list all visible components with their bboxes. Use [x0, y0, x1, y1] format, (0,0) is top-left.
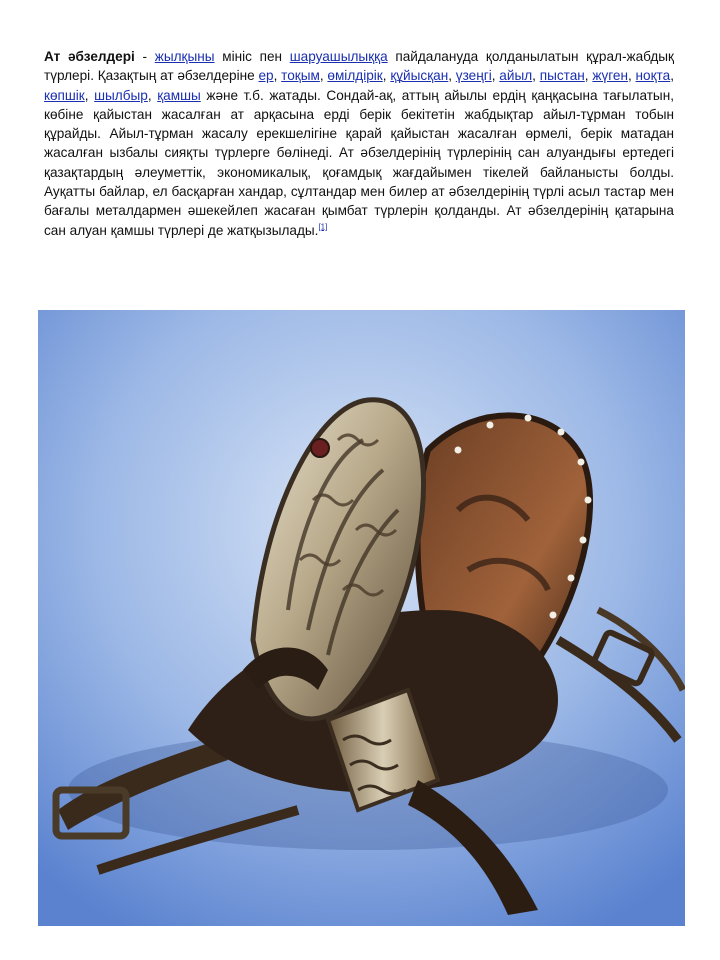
link-kuiyskan[interactable]: құйысқан: [390, 68, 449, 84]
comma: ,: [84, 87, 95, 103]
saddle-illustration: [38, 310, 685, 926]
link-farming[interactable]: шаруашылыққа: [289, 49, 388, 64]
link-tokym[interactable]: тоқым: [281, 68, 320, 84]
link-aiyl[interactable]: айыл: [499, 68, 533, 84]
comma: ,: [273, 68, 282, 84]
link-er[interactable]: ер: [258, 68, 274, 84]
comma: ,: [584, 68, 593, 84]
comma: ,: [627, 68, 636, 84]
footnote-link[interactable]: [1]: [318, 222, 328, 232]
text-segment: мініс пен: [214, 49, 290, 64]
text-segment: пайдалануда қолданылатын құрал-жабдық түрлері. Қазақтың ат әбзелдеріне: [44, 49, 674, 84]
article-paragraph: [44, 47, 674, 240]
comma: ,: [532, 68, 540, 84]
link-kamshy[interactable]: қамшы: [157, 87, 201, 103]
saddle-photo: [38, 310, 685, 926]
comma: ,: [448, 68, 456, 84]
gem: [311, 439, 329, 457]
article-title: Ат әбзелдері: [44, 49, 135, 64]
comma: ,: [319, 68, 328, 84]
link-nokta[interactable]: ноқта: [635, 68, 671, 84]
link-uzengi[interactable]: үзеңгі: [455, 68, 492, 84]
text-dash: -: [134, 49, 155, 64]
link-omyldyryk[interactable]: өмілдірік: [327, 68, 383, 84]
comma: ,: [491, 68, 500, 84]
link-horses[interactable]: жылқыны: [154, 49, 215, 64]
text-segment: және т.б. жатады. Сондай-ақ, аттың айылы ердің қаңқасына тағылатын, көбіне қайыстан жасалған ат арқасына ерді берік бекітетін жабдықтар айыл-тұрман тобын құрайды. Айыл-тұрман жасалу ерекшелігіне қарай қайыстан жасалған өрмелі, берік матадан жасалған ызбалы сияқты түрлерге бөлінеді. Ат әбзелдерінің түрлерінің сан алуандығы ертедегі қазақтардың әлеуметтік, экономикалық, қоғамдық жағдайымен тікелей байланысты болды. Ауқатты байлар, ел басқарған хандар, сұлтандар мен билер ат әбзелдерінің түрлі асыл тастар мен бағалы металдармен әшекейлеп жасаған қымбат түрлерін қолданды. Ат әбзелдерінің қатарына сан алуан қамшы түрлері де жатқызылады.: [44, 87, 674, 238]
footnote-ref: [318, 222, 327, 231]
comma: ,: [147, 87, 158, 103]
link-zhugen[interactable]: жүген: [592, 68, 628, 84]
comma: ,: [670, 68, 674, 84]
comma: ,: [382, 68, 391, 84]
link-shylbyr[interactable]: шылбыр: [94, 87, 148, 103]
link-kopshik[interactable]: көпшік: [44, 87, 85, 103]
link-pystan[interactable]: пыстан: [539, 68, 585, 84]
